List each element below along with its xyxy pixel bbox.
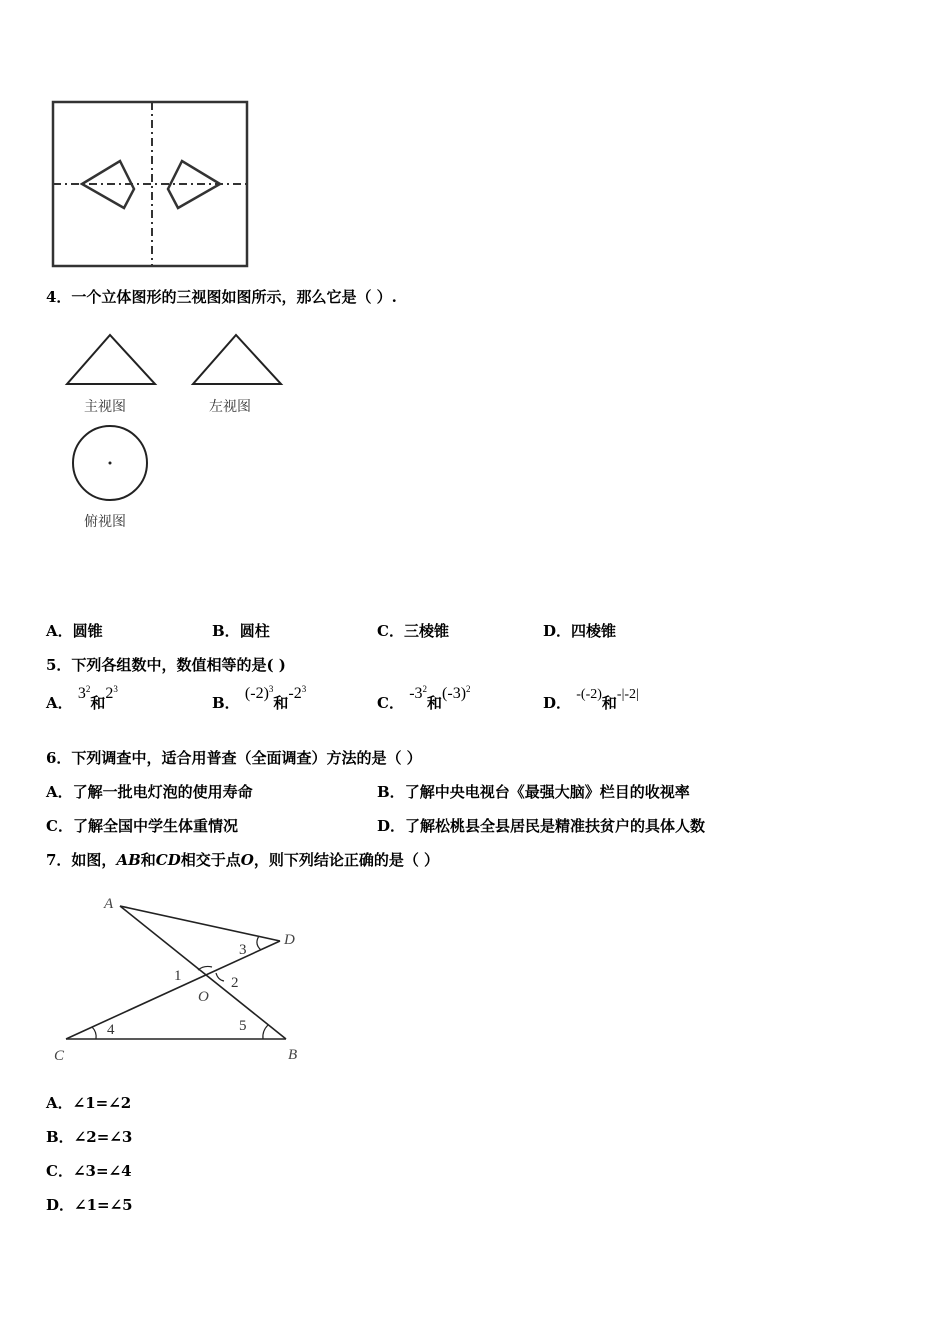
q7-option-c[interactable]: C．∠3=∠4 xyxy=(46,1162,132,1180)
q5-option-c[interactable]: C． $-3^2$和$(-3)^2$ xyxy=(377,684,471,712)
line-ab xyxy=(120,906,286,1039)
q5-c-left: $-3^2$ xyxy=(409,684,428,702)
label-angle-4: 4 xyxy=(107,1022,115,1038)
label-d: D xyxy=(284,932,295,948)
label-angle-5: 5 xyxy=(239,1018,247,1034)
q7-stem: 7．如图，AB和CD相交于点O，则下列结论正确的是（ ） xyxy=(46,851,440,869)
q5-option-b[interactable]: B． $(-2)^3$和$-2^3$ xyxy=(212,684,307,712)
label-angle-3: 3 xyxy=(239,942,247,958)
q4-stem: 4．一个立体图形的三视图如图所示，那么它是（ ）. xyxy=(46,288,397,306)
q6-option-b[interactable]: B．了解中央电视台《最强大脑》栏目的收视率 xyxy=(377,783,690,801)
q5-b-left: $(-2)^3$ xyxy=(244,684,274,702)
q4-option-c[interactable]: C．三棱锥 xyxy=(377,622,449,640)
q5-d-right: -|-2| xyxy=(616,687,639,702)
q5-option-a[interactable]: A． $3^2$和$2^3$ xyxy=(46,684,118,712)
q5-a-left: $3^2$ xyxy=(77,684,91,702)
arc-angle-5 xyxy=(263,1025,268,1039)
q3-figure xyxy=(48,98,252,270)
arc-angle-2 xyxy=(216,973,224,981)
q4-front-view xyxy=(62,330,160,390)
q6-option-d[interactable]: D．了解松桃县全县居民是精准扶贫户的具体人数 xyxy=(377,817,706,835)
label-o: O xyxy=(198,989,209,1005)
q5-b-right: $-2^3$ xyxy=(288,684,307,702)
label-angle-1: 1 xyxy=(174,968,182,984)
q4-option-a[interactable]: A．圆锥 xyxy=(46,622,103,640)
q3-right-shape xyxy=(168,161,220,208)
q7-figure xyxy=(40,885,320,1070)
q5-a-right: $2^3$ xyxy=(105,684,118,702)
q4-left-view xyxy=(188,330,286,390)
arc-angle-3 xyxy=(257,936,261,950)
q7-option-d[interactable]: D．∠1=∠5 xyxy=(46,1196,133,1214)
q4-left-view-caption: 左视图 xyxy=(209,399,251,415)
label-a: A xyxy=(104,896,114,912)
q5-d-left: -(-2) xyxy=(576,687,602,702)
q4-top-view-center xyxy=(109,462,112,465)
q4-option-b[interactable]: B．圆柱 xyxy=(212,622,270,640)
q4-front-view-caption: 主视图 xyxy=(84,399,126,415)
q7-option-a[interactable]: A．∠1=∠2 xyxy=(46,1094,132,1112)
label-angle-2: 2 xyxy=(231,975,239,991)
line-cd xyxy=(66,941,280,1039)
q4-option-d[interactable]: D．四棱锥 xyxy=(543,622,617,640)
q4-top-view xyxy=(68,424,152,504)
q6-option-a[interactable]: A．了解一批电灯泡的使用寿命 xyxy=(46,783,253,801)
q6-option-c[interactable]: C．了解全国中学生体重情况 xyxy=(46,817,238,835)
q5-stem: 5．下列各组数中，数值相等的是( ) xyxy=(46,656,286,674)
q6-stem: 6．下列调查中，适合用普查（全面调查）方法的是（ ） xyxy=(46,749,422,767)
arc-angle-4 xyxy=(92,1027,96,1039)
q7-option-b[interactable]: B．∠2=∠3 xyxy=(46,1128,133,1146)
q5-c-right: $(-3)^2$ xyxy=(442,684,471,702)
label-c: C xyxy=(54,1048,65,1064)
label-b: B xyxy=(288,1047,298,1063)
line-ad xyxy=(120,906,280,941)
q5-option-d[interactable]: D． -(-2)和-|-2| xyxy=(543,687,639,712)
q4-top-view-caption: 俯视图 xyxy=(84,514,126,530)
